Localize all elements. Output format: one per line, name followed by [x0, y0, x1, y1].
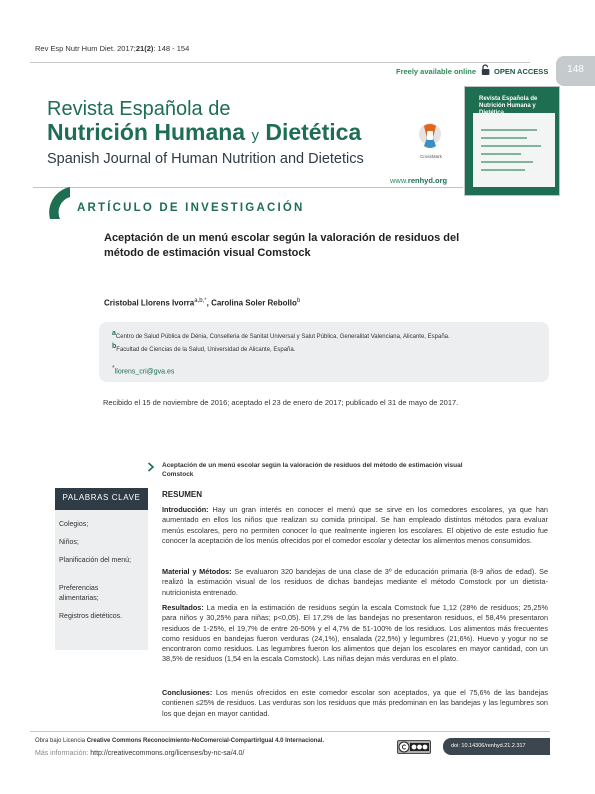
- running-head-pages: : 148 - 154: [153, 44, 190, 53]
- corresponding-email[interactable]: [112, 365, 174, 375]
- author-1: Cristobal Llorens Ivorra: [104, 298, 195, 308]
- author-2: Carolina Soler Rebollo: [211, 298, 297, 308]
- running-head-prefix: Rev Esp Nutr Hum Diet. 2017;: [35, 44, 136, 53]
- license-url[interactable]: http://creativecommons.org/licenses/by-nc-sa/4.0/: [90, 750, 245, 757]
- page-number: 148: [567, 64, 584, 75]
- journal-title-conj: y: [251, 127, 259, 144]
- abstract-heading: RESUMEN: [162, 490, 203, 499]
- affiliation-b: [112, 343, 295, 353]
- freely-available-label: Freely available online: [396, 67, 477, 76]
- journal-title-part-b: Dietética: [265, 119, 362, 145]
- author-list: [104, 298, 300, 308]
- running-title: Aceptación de un menú escolar según la valoración de residuos del método de estimación visual Comstock: [162, 462, 463, 478]
- keyword-item: Registros dietéticos.: [59, 613, 123, 620]
- affiliation-a: [112, 330, 450, 340]
- chevron-right-icon: [147, 462, 155, 472]
- abstract-label: Conclusiones:: [162, 688, 213, 697]
- site-domain: renhyd.org: [407, 176, 448, 185]
- affiliation-mark: a: [112, 330, 116, 337]
- top-divider: [30, 62, 530, 63]
- cover-text-line: [481, 153, 521, 155]
- license-more-info: [35, 750, 244, 757]
- keywords-panel: [55, 510, 148, 650]
- open-access-label: OPEN ACCESS: [494, 67, 549, 76]
- section-arc-ornament: [22, 183, 72, 223]
- email-star: *: [112, 365, 115, 372]
- doi-link[interactable]: doi: 10.14306/renhyd.21.2.317: [451, 743, 526, 749]
- abstract-text: Hay un gran interés en conocer el menú que se sirve en los comedores escolares, ya que han aumentado en ellos los niños que realizan su comida principal. Se han empleado distintos métodos para evaluar menús escolares, pero no permiten conocer lo que realmente ingieren los escolares. El objetivo de este estudio fue conocer la aceptación de los menús ofrecidos por el comedor escolar y detectar los alimentos menos consumidos.: [162, 505, 548, 545]
- abstract-text: Se evaluaron 320 bandejas de una clase de 3º de educación primaria (8-9 años de edad). Se realizó la estimación visual de los residuos de dichas bandejas mediante el método Comstock por un dietista-nutricionista entrenado.: [162, 567, 548, 597]
- open-lock-icon: [480, 64, 492, 76]
- abstract-label: Introducción:: [162, 505, 209, 514]
- cover-text-line: [481, 129, 537, 131]
- license-notice: [35, 738, 324, 744]
- abstract-text: Los menús ofrecidos en este comedor escolar son aceptados, ya que el 75,6% de las bandejas contienen ≤25% de residuos. Las verduras son los residuos que más predominan en las bandejas y las legumbres son los que dejan en mayor cantidad.: [162, 688, 548, 718]
- publication-dates: Recibido el 15 de noviembre de 2016; aceptado el 23 de enero de 2017; publicado el 31 de mayo de 2017.: [103, 398, 459, 407]
- journal-title-part-a: Nutrición Humana: [47, 119, 246, 145]
- cover-title: Revista Española de Nutrición Humana y: [479, 96, 538, 109]
- cc-license-icon[interactable]: [397, 740, 431, 754]
- keyword-item: Colegios;: [59, 521, 89, 528]
- masthead-divider: [33, 187, 463, 188]
- crossmark-label: CrossMark: [420, 154, 442, 159]
- keywords-heading: PALABRAS CLAVE: [62, 493, 141, 502]
- cover-text-line: [481, 169, 525, 171]
- journal-subtitle: Spanish Journal of Human Nutrition and Dietetics: [47, 151, 364, 167]
- cover-text-line: [481, 137, 527, 139]
- license-prefix: Obra bajo Licencia: [35, 738, 87, 744]
- journal-title-line2: [47, 119, 361, 146]
- crossmark-icon[interactable]: [418, 122, 442, 154]
- abstract-introduction: [162, 505, 548, 546]
- article-type-label: ARTÍCULO DE INVESTIGACIÓN: [77, 202, 305, 214]
- abstract-text: La media en la estimación de residuos según la escala Comstock fue 1,12 (28% de residuos; 25,25% para niños y 30,25% para niñas; p<0,05). El 17,2% de las bandejas no presentaron residuos, el 58,4% presentaron residuos de 1-25%, el 19,7% de entre 26-50% y el 4,7% de 51-100% de los residuos. Los alimentos más frecuentes como residuos en bandejas fueron verduras (24,1%), ensalada (22,5%) y legumbres (21,6%). Huevo y yogur no se encontraron como residuos. Las legumbres fueron los alimentos que dejan los escolares en mayor cantidad, con un 38,5% de residuos (1,54 en la escala Comstock). Las niñas dejan más verduras en el plato.: [162, 603, 548, 664]
- abstract-results: [162, 603, 548, 665]
- abstract-methods: [162, 567, 548, 598]
- license-name: Creative Commons Reconocimiento-NoComercial-CompartirIgual 4.0 Internacional.: [86, 738, 325, 744]
- author-2-affil: b: [296, 298, 301, 304]
- article-title: Aceptación de un menú escolar según la valoración de residuos del método de estimación visual Comstock: [104, 232, 460, 259]
- email-address: llorens_cri@gva.es: [114, 368, 175, 376]
- affiliation-text: Centro de Salud Pública de Dénia, Conselleria de Sanitat Universal y Salut Pública, Generalitat Valenciana, Alicante, España.: [115, 334, 450, 340]
- author-separator: ,: [206, 298, 212, 308]
- corresponding-star: *: [204, 298, 207, 304]
- cover-text-line: [481, 161, 533, 163]
- journal-website[interactable]: [390, 176, 447, 185]
- running-head-issue: 21(2): [135, 44, 154, 53]
- cover-text-line: [481, 145, 541, 147]
- running-head: [35, 44, 189, 53]
- keyword-item: Niños;: [59, 539, 79, 546]
- keyword-item: Planificación del menú;: [59, 557, 131, 564]
- author-1-affil: a,b,: [194, 298, 205, 304]
- affiliation-mark: b: [112, 343, 117, 350]
- keyword-item: Preferencias alimentarias;: [59, 585, 99, 602]
- abstract-label: Resultados:: [162, 603, 204, 612]
- journal-title-line1: Revista Española de: [47, 98, 231, 120]
- abstract-conclusions: [162, 688, 548, 719]
- footer-divider: [30, 731, 550, 732]
- site-prefix: www.: [390, 176, 408, 185]
- cover-body: [473, 113, 555, 187]
- journal-cover-thumbnail: [464, 86, 560, 196]
- abstract-label: Material y Métodos:: [162, 567, 232, 576]
- more-info-label: Más información:: [35, 750, 91, 757]
- affiliation-text: Facultad de Ciencias de la Salud, Universidad de Alicante, España.: [116, 347, 296, 353]
